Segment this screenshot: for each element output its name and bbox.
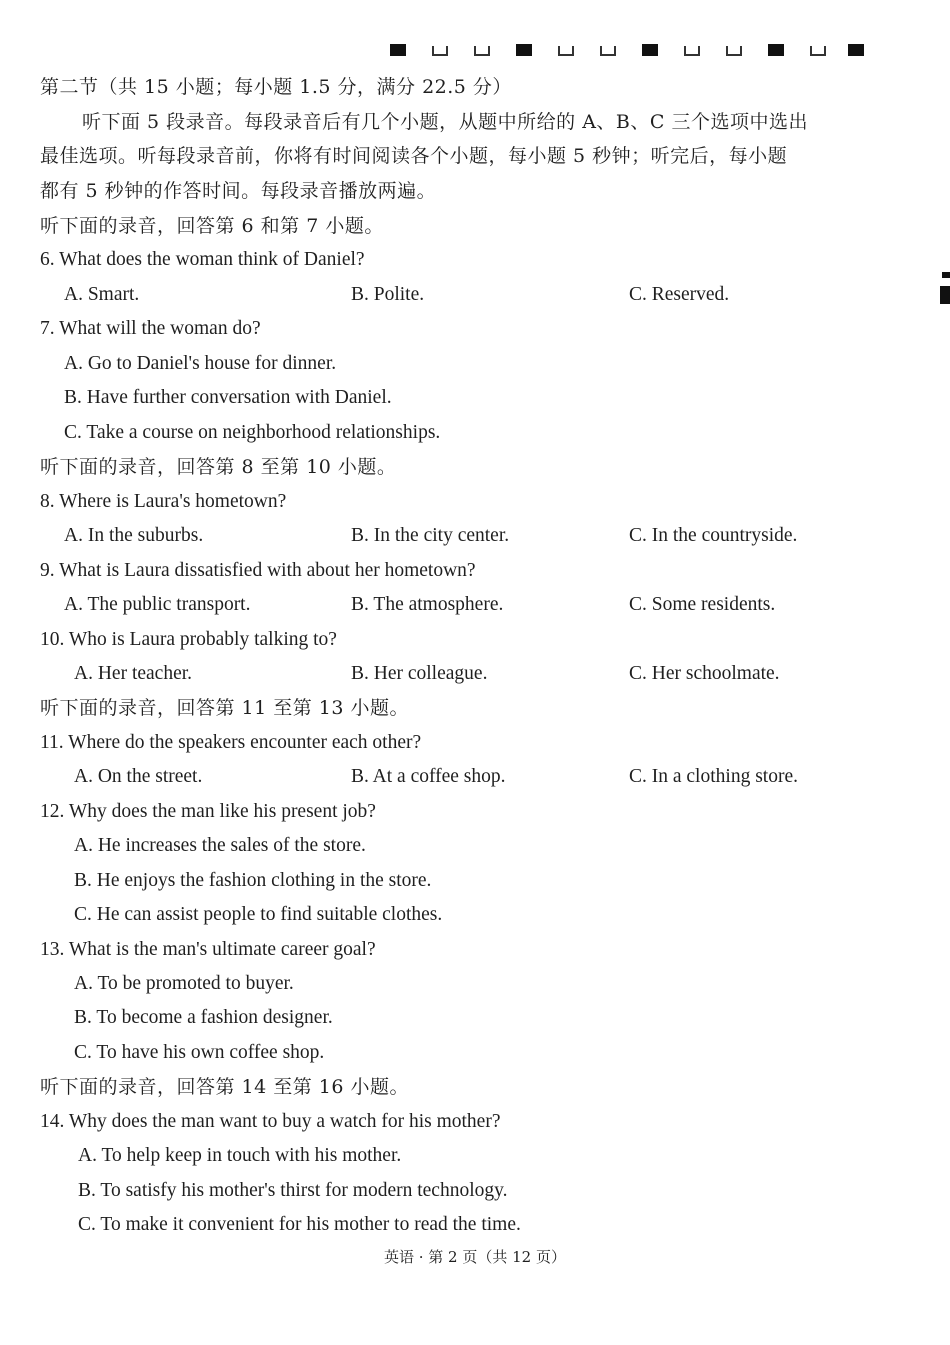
answer-option: A. In the suburbs. <box>64 525 204 546</box>
answer-option: A. Smart. <box>64 284 140 305</box>
answer-option: B. In the city center. <box>351 525 510 546</box>
instruction-line: 听下面 5 段录音。每段录音后有几个小题，从题中所给的 A、B、C 三个选项中选出 <box>82 111 808 133</box>
timing-mark <box>848 44 864 56</box>
timing-mark <box>642 44 658 56</box>
answer-option: B. He enjoys the fashion clothing in the store. <box>74 870 432 891</box>
answer-option: C. In the countryside. <box>629 525 798 546</box>
group-intro: 听下面的录音，回答第 14 至第 16 小题。 <box>40 1076 410 1098</box>
answer-option: B. To become a fashion designer. <box>74 1007 333 1028</box>
timing-marks <box>390 44 870 58</box>
answer-option: B. At a coffee shop. <box>351 766 506 787</box>
answer-option: B. Have further conversation with Daniel. <box>64 387 392 408</box>
timing-mark <box>684 46 700 56</box>
answer-option: A. Her teacher. <box>74 663 193 684</box>
question-stem: 10. Who is Laura probably talking to? <box>40 629 337 650</box>
answer-option: A. On the street. <box>74 766 203 787</box>
question-stem: 11. Where do the speakers encounter each other? <box>40 732 422 753</box>
question-stem: 12. Why does the man like his present job? <box>40 801 376 822</box>
answer-option: C. To have his own coffee shop. <box>74 1042 325 1063</box>
answer-option: B. Polite. <box>351 284 425 305</box>
answer-option: C. Take a course on neighborhood relationships. <box>64 422 441 443</box>
group-intro: 听下面的录音，回答第 6 和第 7 小题。 <box>40 215 384 237</box>
instruction-line: 都有 5 秒钟的作答时间。每段录音播放两遍。 <box>40 180 437 202</box>
answer-option: C. In a clothing store. <box>629 766 798 787</box>
section-header: 第二节（共 15 小题；每小题 1.5 分，满分 22.5 分） <box>40 76 512 98</box>
binding-edge-mark <box>938 272 950 306</box>
group-intro: 听下面的录音，回答第 11 至第 13 小题。 <box>40 697 410 719</box>
question-stem: 8. Where is Laura's hometown? <box>40 491 287 512</box>
answer-option: C. Her schoolmate. <box>629 663 780 684</box>
answer-option: A. To be promoted to buyer. <box>74 973 294 994</box>
answer-option: C. Some residents. <box>629 594 776 615</box>
answer-option: A. To help keep in touch with his mother. <box>78 1145 402 1166</box>
question-stem: 6. What does the woman think of Daniel? <box>40 249 365 270</box>
timing-mark <box>558 46 574 56</box>
timing-mark <box>432 46 448 56</box>
answer-option: C. Reserved. <box>629 284 730 305</box>
timing-mark <box>726 46 742 56</box>
question-stem: 7. What will the woman do? <box>40 318 261 339</box>
timing-mark <box>768 44 784 56</box>
question-stem: 9. What is Laura dissatisfied with about her hometown? <box>40 560 476 581</box>
answer-option: A. The public transport. <box>64 594 251 615</box>
group-intro: 听下面的录音，回答第 8 至第 10 小题。 <box>40 456 397 478</box>
question-stem: 13. What is the man's ultimate career goal? <box>40 939 376 960</box>
timing-mark <box>600 46 616 56</box>
answer-option: B. The atmosphere. <box>351 594 504 615</box>
timing-mark <box>474 46 490 56</box>
timing-mark <box>516 44 532 56</box>
answer-option: C. He can assist people to find suitable clothes. <box>74 904 443 925</box>
instruction-line: 最佳选项。听每段录音前，你将有时间阅读各个小题，每小题 5 秒钟；听完后，每小题 <box>40 145 788 167</box>
answer-option: B. To satisfy his mother's thirst for modern technology. <box>78 1180 508 1201</box>
answer-option: A. Go to Daniel's house for dinner. <box>64 353 337 374</box>
question-stem: 14. Why does the man want to buy a watch for his mother? <box>40 1111 501 1132</box>
answer-option: A. He increases the sales of the store. <box>74 835 366 856</box>
page-footer: 英语 · 第 2 页（共 12 页） <box>383 1248 566 1266</box>
answer-option: C. To make it convenient for his mother to read the time. <box>78 1214 521 1235</box>
timing-mark <box>810 46 826 56</box>
answer-option: B. Her colleague. <box>351 663 488 684</box>
timing-mark <box>390 44 406 56</box>
